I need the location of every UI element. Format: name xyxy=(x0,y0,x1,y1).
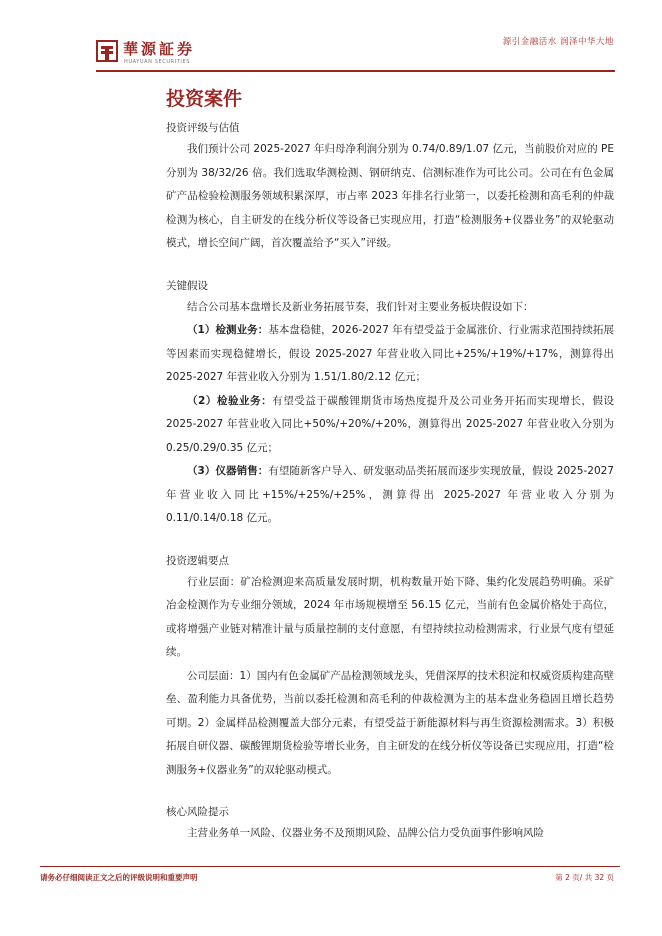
assumption-item xyxy=(166,460,614,531)
page-title: 投资案件 xyxy=(166,88,243,110)
assumption-text: 有望随新客户导入、研发驱动品类拓展而逐步实现放量，假设 2025-2027 年营业收入同比+15%/+25%/+25%，测算得出 2025-2027 年营业收入分别为 0.11/0.14/0.18 亿元。 xyxy=(166,465,614,524)
assumptions-intro: 结合公司基本盘增长及新业务拓展节奏，我们针对主要业务板块假设如下： xyxy=(187,300,534,313)
header-divider xyxy=(96,70,615,72)
risk-paragraph: 主营业务单一风险、仪器业务不及预期风险、品牌公信力受负面事件影响风险 xyxy=(187,827,544,839)
report-body xyxy=(166,86,614,845)
assumption-label: （2）检验业务： xyxy=(187,394,273,407)
logic-company-paragraph: 公司层面：1）国内有色金属矿产品检测领域龙头，凭借深厚的技术积淀和权威资质构建高壁垒、盈利能力具备优势，当前以委托检测和高毛利的仲裁检测为主的基本盘业务稳固且增长趋势可期。2）金属样品检测覆盖大部分元素，有望受益于新能源材料与再生资源检测需求。3）积极拓展自研仪器、碳酸锂期货检验等增长业务，自主研发的在线分析仪等设备已实现应用，打造“检测服务+仪器业务”的双轮驱动模式。 xyxy=(166,669,614,776)
header-slogan: 源引金融活水 润泽中华大地 xyxy=(502,37,614,47)
assumption-item xyxy=(166,319,614,390)
section-heading-rating: 投资评级与估值 xyxy=(166,122,240,134)
footer-disclaimer: 请务必仔细阅读正文之后的评级说明和重要声明 xyxy=(40,873,198,882)
section-heading-logic: 投资逻辑要点 xyxy=(166,554,229,567)
logo-emblem-icon xyxy=(96,40,118,62)
logo-name-cn: 華源証券 xyxy=(123,40,196,58)
assumption-text: 有望受益于碳酸锂期货市场热度提升及公司业务开拓而实现增长，假设 2025-2027 年营业收入同比+50%/+20%/+20%，测算得出 2025-2027 年营业收入分别为 0.25/0.29/0.35 亿元； xyxy=(166,394,615,454)
footer-divider xyxy=(40,866,620,867)
page-header xyxy=(0,0,662,70)
huayuan-logo xyxy=(96,38,216,70)
page-number: 第 2 页/ 共 32 页 xyxy=(555,873,614,882)
assumption-label: （3）仪器销售： xyxy=(187,465,269,477)
logo-name-en: HUAYUAN SECURITIES xyxy=(124,59,191,65)
logic-industry-paragraph: 行业层面：矿冶检测迎来高质量发展时期，机构数量开始下降、集约化发展趋势明确。采矿冶金检测作为专业细分领域，2024 年市场规模增至 56.15 亿元，当前有色金属价格处于高位，或将增强产业链对精准计量与质量控制的支付意愿，有望持续拉动检测需求，行业景气度有望延续。 xyxy=(166,575,614,658)
section-heading-assumptions: 关键假设 xyxy=(166,279,208,292)
assumption-label: （1）检测业务： xyxy=(187,324,269,336)
assumption-item xyxy=(166,390,614,461)
section-heading-risk: 核心风险提示 xyxy=(166,806,229,818)
assumption-text: 基本盘稳健，2026-2027 年有望受益于金属涨价、行业需求范围持续拓展等因素而实现稳健增长，假设 2025-2027 年营业收入同比+25%/+19%/+17%，测算得出 2025-2027 年营业收入分别为 1.51/1.80/2.12 亿元； xyxy=(166,324,614,383)
rating-paragraph: 我们预计公司 2025-2027 年归母净利润分别为 0.74/0.89/1.07 亿元，当前股价对应的 PE 分别为 38/32/26 倍。我们选取华测检测、钢研纳克、信测标准作为可比公司。公司在有色金属矿产品检验检测服务领域积累深厚，市占率 2023 年排名行业第一，以委托检测和高毛利的仲裁检测为核心，自主研发的在线分析仪等设备已实现应用，打造“检测服务+仪器业务”的双轮驱动模式，增长空间广阔，首次覆盖给予“买入”评级。 xyxy=(166,143,614,249)
